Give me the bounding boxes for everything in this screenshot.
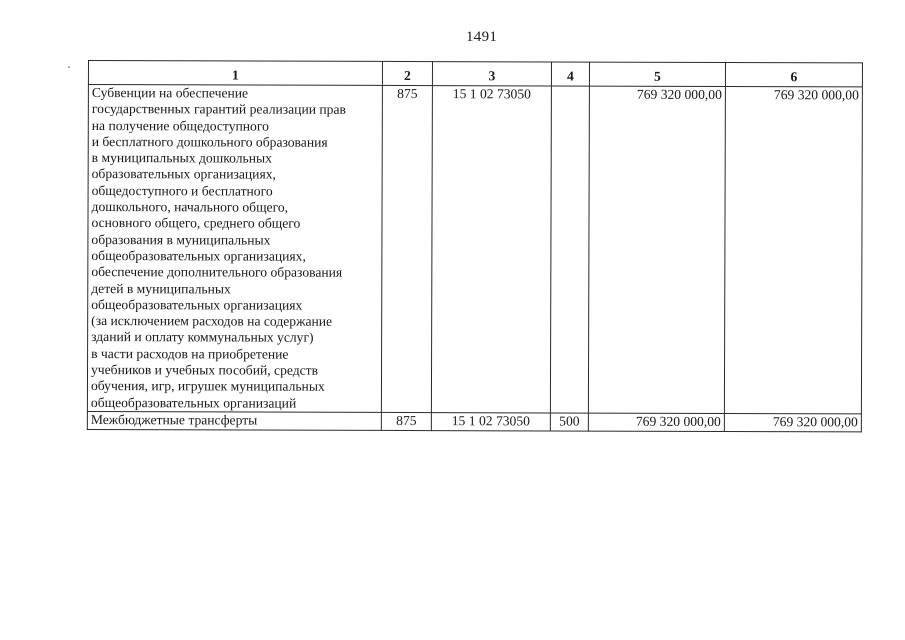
row-target-code: 15 1 02 73050 bbox=[431, 86, 551, 413]
row-expense-type bbox=[550, 86, 589, 413]
scan-speck bbox=[68, 66, 70, 68]
row-amount-2: 769 320 000,00 bbox=[724, 413, 861, 431]
row-admin-code: 875 bbox=[381, 412, 431, 430]
header-col-1: 1 bbox=[88, 61, 382, 86]
row-target-code: 15 1 02 73050 bbox=[431, 413, 550, 431]
table-row-subvention bbox=[87, 85, 862, 414]
header-col-4: 4 bbox=[551, 62, 589, 86]
table-row-transfers bbox=[87, 411, 861, 431]
header-col-6: 6 bbox=[725, 63, 862, 87]
header-col-2: 2 bbox=[382, 61, 432, 85]
row-amount-1: 769 320 000,00 bbox=[588, 413, 724, 431]
row-amount-1: 769 320 000,00 bbox=[588, 86, 725, 413]
row-admin-code: 875 bbox=[381, 85, 432, 412]
header-col-5: 5 bbox=[589, 62, 725, 86]
header-col-3: 3 bbox=[432, 62, 551, 86]
page-number: 1491 bbox=[466, 29, 498, 45]
row-name: Межбюджетные трансферты bbox=[87, 411, 381, 430]
row-amount-2: 769 320 000,00 bbox=[724, 87, 862, 414]
budget-table bbox=[87, 60, 863, 432]
row-name: Субвенции на обеспечение государственных гарантий реализации прав на получение общедоступного и бесплатного дошкольного образования в муниципальных дошкольных образовательных организациях, общедоступного и бесплатного дошкольного, начального общего, основного общего, среднего общего образования в муниципальных общеобразовательных организациях, обеспечение дополнительного образования детей в муниципальных общеобразовательных организациях (за исключением расходов на содержание зданий и оплату коммунальных услуг) в части расходов на приобретение учебников и учебных пособий, средств обучения, игр, игрушек муниципальных общеобразовательных организаций bbox=[87, 85, 382, 413]
row-expense-type: 500 bbox=[550, 413, 588, 431]
header-row bbox=[88, 61, 862, 87]
